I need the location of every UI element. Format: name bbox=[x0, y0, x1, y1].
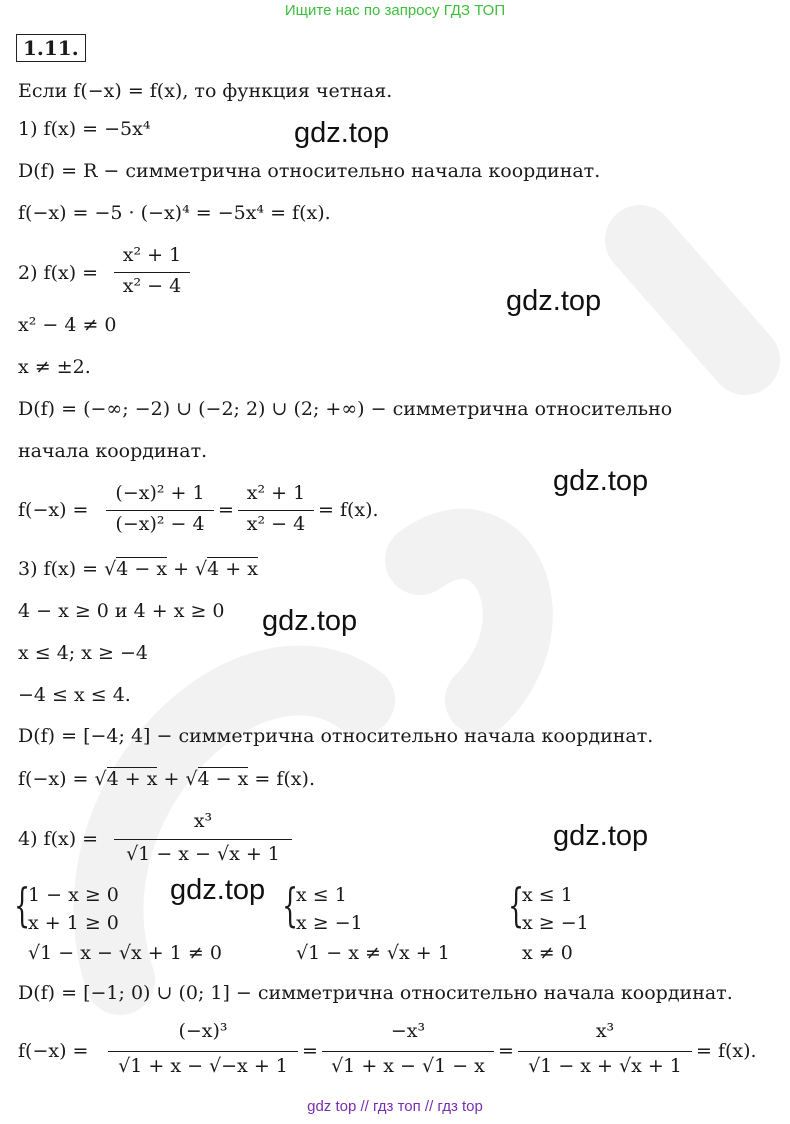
part3-prefix: 3) f(x) = √ bbox=[18, 558, 117, 580]
part3-check-radicand2: 4 − x bbox=[197, 768, 249, 790]
part2-check-prefix: f(−x) = bbox=[18, 499, 89, 521]
watermark-text: gdz.top bbox=[170, 874, 266, 906]
part4-check-den2: √1 + x − √1 − x bbox=[331, 1055, 485, 1077]
part4-check-num1: (−x)³ bbox=[178, 1020, 228, 1042]
part3-check-suffix: = f(x). bbox=[254, 768, 315, 790]
system3-line3: x ≠ 0 bbox=[522, 942, 573, 964]
system-brace: { bbox=[282, 878, 299, 932]
fraction-bar bbox=[518, 1051, 692, 1052]
system2-line3: √1 − x ≠ √x + 1 bbox=[296, 942, 450, 964]
part4-check-num2: −x³ bbox=[390, 1020, 426, 1042]
part2-check-num1: (−x)² + 1 bbox=[115, 482, 205, 504]
part3-cond1: 4 − x ≥ 0 и 4 + x ≥ 0 bbox=[18, 600, 225, 622]
system-brace: { bbox=[508, 878, 525, 932]
system3-line2: x ≥ −1 bbox=[522, 912, 589, 934]
plus-sqrt: + √ bbox=[173, 558, 208, 580]
system1-line2: x + 1 ≥ 0 bbox=[28, 912, 119, 934]
watermark-text: gdz.top bbox=[553, 820, 649, 852]
equals-sign: = bbox=[498, 1040, 514, 1062]
fraction-bar bbox=[106, 510, 214, 511]
part3-cond2: x ≤ 4; x ≥ −4 bbox=[18, 642, 148, 664]
watermark-text: gdz.top bbox=[262, 605, 358, 637]
plus-sqrt: + √ bbox=[163, 768, 198, 790]
part3-radicand1: 4 − x bbox=[116, 558, 168, 580]
part4-check-prefix: f(−x) = bbox=[18, 1040, 89, 1062]
part2-check-den2: x² − 4 bbox=[246, 513, 306, 535]
part1-check: f(−x) = −5 · (−x)⁴ = −5x⁴ = f(x). bbox=[18, 202, 331, 224]
part3-check-radicand1: 4 + x bbox=[106, 768, 158, 790]
watermark-text: gdz.top bbox=[553, 465, 649, 497]
system2-line1: x ≤ 1 bbox=[296, 884, 347, 906]
part2-check-den1: (−x)² − 4 bbox=[115, 513, 205, 535]
equals-sign: = bbox=[302, 1040, 318, 1062]
part3-domain: D(f) = [−4; 4] − симметрична относительно начала координат. bbox=[18, 725, 654, 747]
fraction-bar bbox=[108, 1051, 298, 1052]
part4-check-den1: √1 + x − √−x + 1 bbox=[118, 1055, 288, 1077]
footer-links[interactable]: gdz top // гдз топ // гдз top bbox=[307, 1098, 483, 1115]
part3-radicand2: 4 + x bbox=[207, 558, 258, 580]
system2-line2: x ≥ −1 bbox=[296, 912, 363, 934]
part2-denominator: x² − 4 bbox=[122, 275, 182, 297]
search-promo-link[interactable]: Ищите нас по запросу ГДЗ ТОП bbox=[284, 2, 506, 19]
part2-numerator: x² + 1 bbox=[122, 244, 182, 266]
fraction-bar bbox=[114, 839, 292, 840]
part4-check-suffix: = f(x). bbox=[696, 1040, 757, 1062]
part2-cond2: x ≠ ±2. bbox=[18, 356, 91, 378]
part3-label bbox=[18, 558, 258, 580]
intro-text: Если f(−x) = f(x), то функция четная. bbox=[18, 80, 393, 102]
part4-label: 4) f(x) = bbox=[18, 828, 99, 850]
fraction-bar bbox=[238, 510, 314, 511]
part2-domain-line1: D(f) = (−∞; −2) ∪ (−2; 2) ∪ (2; +∞) − симметрична относительно bbox=[18, 398, 673, 420]
system1-line3: √1 − x − √x + 1 ≠ 0 bbox=[28, 942, 222, 964]
part4-domain: D(f) = [−1; 0) ∪ (0; 1] − симметрична относительно начала координат. bbox=[18, 982, 733, 1004]
part4-check-den3: √1 − x + √x + 1 bbox=[528, 1055, 682, 1077]
equals-sign: = bbox=[218, 499, 234, 521]
part3-check bbox=[18, 768, 315, 790]
part4-numerator: x³ bbox=[193, 810, 213, 832]
part1-domain: D(f) = R − симметрична относительно начала координат. bbox=[18, 160, 601, 182]
part2-domain-line2: начала координат. bbox=[18, 440, 208, 462]
part2-cond1: x² − 4 ≠ 0 bbox=[18, 314, 117, 336]
system3-line1: x ≤ 1 bbox=[522, 884, 573, 906]
part2-check-suffix: = f(x). bbox=[318, 499, 379, 521]
fraction-bar bbox=[322, 1051, 494, 1052]
problem-number: 1.11. bbox=[16, 34, 86, 62]
part4-check-num3: x³ bbox=[595, 1020, 615, 1042]
part3-cond3: −4 ≤ x ≤ 4. bbox=[18, 684, 131, 706]
watermark-text: gdz.top bbox=[294, 117, 390, 149]
part4-denominator: √1 − x − √x + 1 bbox=[126, 843, 280, 865]
part1-label: 1) f(x) = −5x⁴ bbox=[18, 118, 151, 140]
part2-check-num2: x² + 1 bbox=[246, 482, 306, 504]
system1-line1: 1 − x ≥ 0 bbox=[28, 884, 119, 906]
part3-check-prefix: f(−x) = √ bbox=[18, 768, 107, 790]
part2-label: 2) f(x) = bbox=[18, 262, 99, 284]
fraction-bar bbox=[114, 272, 190, 273]
watermark-text: gdz.top bbox=[506, 285, 602, 317]
system-brace: { bbox=[14, 878, 31, 932]
